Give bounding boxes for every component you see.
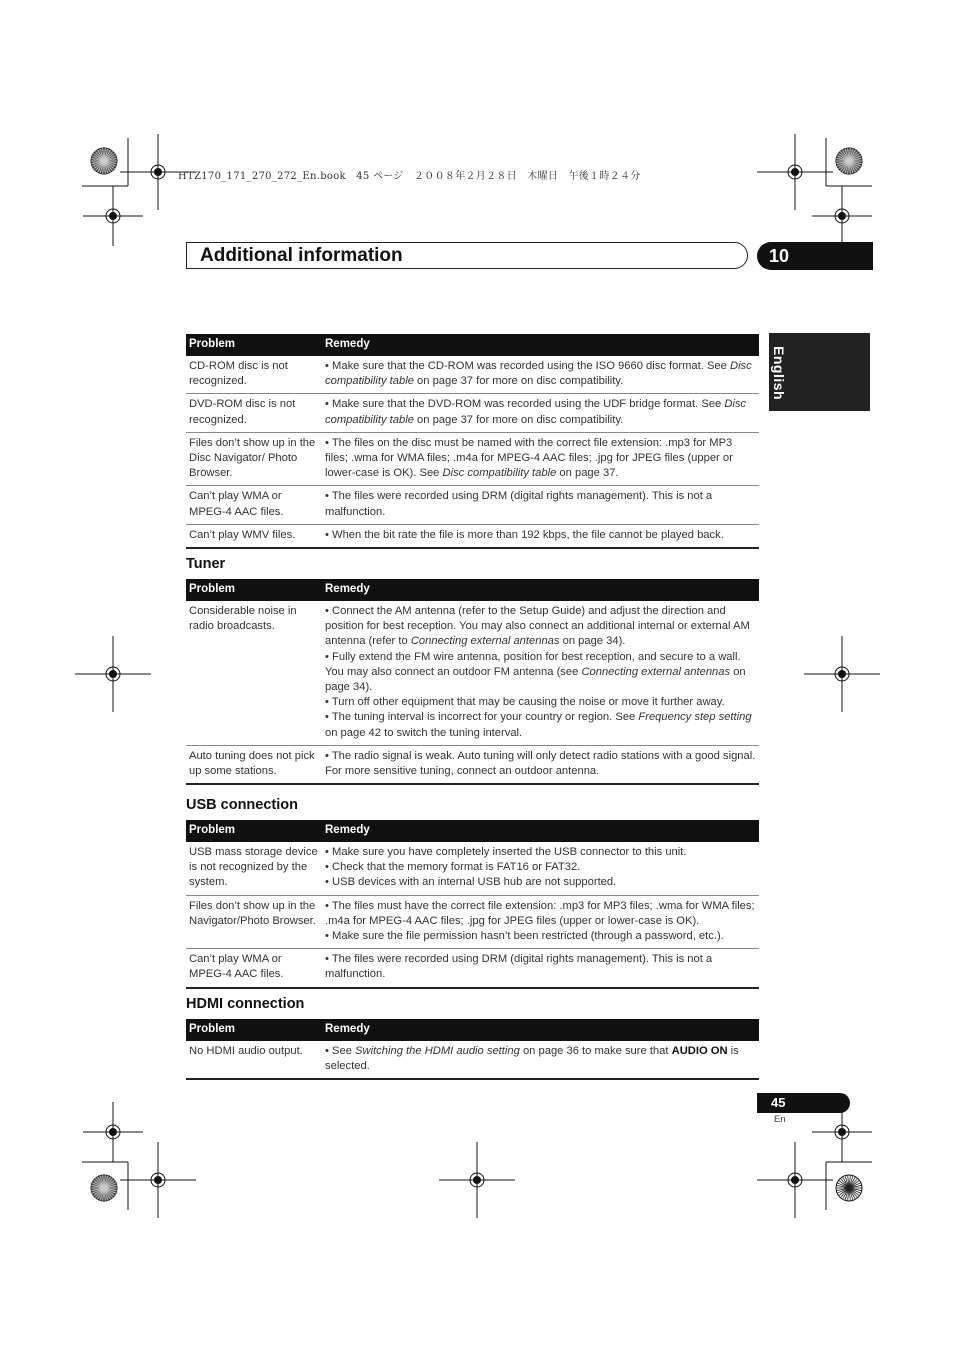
- remedy-item: [325, 359, 756, 389]
- remedy-item: [325, 604, 756, 650]
- page-language: En: [774, 1114, 786, 1125]
- problem-cell: Files don’t show up in the Navigator/Photo Browser.: [186, 895, 322, 949]
- registration-dot: [839, 671, 846, 678]
- remedy-text: • Connect the AM antenna (refer to the Setup Guide) and adjust the direction and position for best reception. You may also connect an additional internal or external AM antenna (refer to: [325, 605, 750, 648]
- column-header-problem: Problem: [186, 579, 322, 601]
- problem-cell: Considerable noise in radio broadcasts.: [186, 601, 322, 745]
- remedy-text: is selected.: [325, 1045, 739, 1073]
- remedy-text: on page 36 to make sure that: [519, 1045, 672, 1057]
- usb-troubleshooting-table: [186, 820, 759, 989]
- remedy-item: [325, 929, 756, 944]
- remedy-item: [325, 528, 756, 543]
- registration-dot: [110, 1129, 117, 1136]
- table-row: [186, 842, 759, 895]
- remedy-text: • Check that the memory format is FAT16 or FAT32.: [325, 861, 581, 874]
- remedy-text: • The tuning interval is incorrect for your country or region. See: [325, 711, 639, 724]
- column-header-problem: Problem: [186, 1019, 322, 1041]
- chapter-number: 10: [769, 246, 790, 266]
- remedy-item: [325, 875, 756, 890]
- print-header: HTZ170_171_270_272_En.book 45 ページ ２００８年２月２８日 木曜日 午後１時２４分: [178, 171, 641, 182]
- problem-cell: DVD-ROM disc is not recognized.: [186, 394, 322, 432]
- remedy-text: on page 34).: [559, 635, 626, 648]
- table-row: [186, 1041, 759, 1079]
- table-row: [186, 949, 759, 988]
- remedy-text: • Fully extend the FM wire antenna, position for best reception, and secure to a wall. You may also connect an outdoor FM antenna (see: [325, 650, 741, 678]
- registration-dot: [155, 1177, 162, 1184]
- section-title-tuner: Tuner: [186, 556, 226, 572]
- cross-reference: Disc compatibility table: [442, 467, 557, 480]
- problem-cell: Files don’t show up in the Disc Navigator/ Photo Browser.: [186, 432, 322, 486]
- remedy-item: [325, 695, 756, 710]
- remedy-cell: [322, 356, 759, 394]
- registration-dot: [110, 213, 117, 220]
- remedy-text: • Make sure that the DVD-ROM was recorded using the UDF bridge format. See: [325, 398, 725, 411]
- table-row: [186, 486, 759, 524]
- remedy-cell: [322, 949, 759, 988]
- table-row: [186, 356, 759, 394]
- problem-cell: Can’t play WMV files.: [186, 524, 322, 548]
- remedy-text: • The files must have the correct file extension: .mp3 for MP3 files; .wma for WMA files; .m4a for MPEG-4 AAC files; .jpg for JPEG files (upper or lower-case is OK).: [325, 899, 755, 927]
- remedy-text: on page 34).: [325, 665, 746, 694]
- remedy-cell: [322, 601, 759, 745]
- remedy-cell: [322, 895, 759, 949]
- table-row: [186, 394, 759, 432]
- disc-troubleshooting-table: [186, 334, 759, 549]
- hdmi-troubleshooting-table: [186, 1019, 759, 1080]
- problem-cell: USB mass storage device is not recognized by the system.: [186, 842, 322, 895]
- remedy-text: • The radio signal is weak. Auto tuning will only detect radio stations with a good signal. For more sensitive tuning, connect an outdoor antenna.: [325, 749, 756, 778]
- cross-reference: Connecting external antennas: [581, 665, 731, 678]
- table-row: [186, 745, 759, 784]
- problem-cell: Can’t play WMA or MPEG-4 AAC files.: [186, 486, 322, 524]
- remedy-text: on page 42 to switch the tuning interval.: [325, 726, 523, 739]
- remedy-item: [325, 710, 756, 740]
- remedy-item: [325, 749, 756, 779]
- page-number: 45: [771, 1095, 786, 1110]
- remedy-item: [325, 397, 756, 427]
- cross-reference: Disc compatibility table: [325, 360, 752, 388]
- registration-dot: [155, 169, 162, 176]
- cross-reference: Disc compatibility table: [325, 398, 747, 426]
- table-row: [186, 895, 759, 949]
- remedy-cell: [322, 1041, 759, 1079]
- remedy-item: [325, 860, 756, 875]
- remedy-item: [325, 1044, 756, 1074]
- remedy-text: • When the bit rate the file is more than 192 kbps, the file cannot be played back.: [325, 528, 724, 541]
- language-tab-label: English: [771, 346, 787, 401]
- setting-keyword: AUDIO ON: [671, 1045, 728, 1057]
- table-row: [186, 524, 759, 548]
- column-header-remedy: Remedy: [322, 334, 759, 356]
- remedy-text: • Make sure the file permission hasn’t been restricted (through a password, etc.).: [325, 930, 724, 943]
- remedy-cell: [322, 842, 759, 895]
- remedy-item: [325, 899, 756, 929]
- cross-reference: Switching the HDMI audio setting: [355, 1045, 520, 1057]
- remedy-cell: [322, 745, 759, 784]
- registration-dot: [110, 671, 117, 678]
- cross-reference: Frequency step setting: [638, 711, 752, 724]
- column-header-remedy: Remedy: [322, 1019, 759, 1041]
- remedy-item: [325, 845, 756, 860]
- remedy-cell: [322, 432, 759, 486]
- remedy-cell: [322, 524, 759, 548]
- remedy-item: [325, 650, 756, 696]
- column-header-problem: Problem: [186, 820, 322, 842]
- registration-dot: [474, 1177, 481, 1184]
- column-header-remedy: Remedy: [322, 579, 759, 601]
- remedy-cell: [322, 394, 759, 432]
- cross-reference: Connecting external antennas: [410, 635, 560, 648]
- remedy-item: [325, 436, 756, 482]
- remedy-text: • The files were recorded using DRM (digital rights management). This is not a malfunction.: [325, 953, 713, 981]
- page-title: Additional information: [200, 245, 403, 266]
- remedy-text: • Turn off other equipment that may be causing the noise or move it further away.: [325, 696, 725, 709]
- problem-cell: Can’t play WMA or MPEG-4 AAC files.: [186, 949, 322, 988]
- problem-cell: No HDMI audio output.: [186, 1041, 322, 1079]
- tuner-troubleshooting-table: [186, 579, 759, 785]
- problem-cell: Auto tuning does not pick up some stations.: [186, 745, 322, 784]
- registration-dot: [792, 169, 799, 176]
- column-header-problem: Problem: [186, 334, 322, 356]
- remedy-text: on page 37.: [556, 467, 619, 480]
- registration-dot: [839, 213, 846, 220]
- problem-cell: CD-ROM disc is not recognized.: [186, 356, 322, 394]
- remedy-text: • Make sure you have completely inserted the USB connector to this unit.: [325, 846, 687, 858]
- column-header-remedy: Remedy: [322, 820, 759, 842]
- table-row: [186, 601, 759, 745]
- remedy-text: • The files on the disc must be named with the correct file extension: .mp3 for MP3 files; .wma for WMA files; .m4a for MPEG-4 AAC files; .jpg for JPEG files (upper or lower-case is OK). See: [325, 436, 733, 480]
- remedy-text: • Make sure that the CD-ROM was recorded using the ISO 9660 disc format. See: [325, 360, 730, 372]
- remedy-text: on page 37 for more on disc compatibility.: [413, 413, 624, 426]
- remedy-cell: [322, 486, 759, 524]
- remedy-item: [325, 952, 756, 982]
- registration-dot: [792, 1177, 799, 1184]
- remedy-text: • USB devices with an internal USB hub are not supported.: [325, 876, 617, 889]
- remedy-text: • The files were recorded using DRM (digital rights management). This is not a malfunction.: [325, 490, 713, 518]
- section-title-hdmi: HDMI connection: [186, 996, 305, 1012]
- remedy-text: • See: [325, 1045, 356, 1057]
- table-row: [186, 432, 759, 486]
- registration-dot: [839, 1129, 846, 1136]
- remedy-text: on page 37 for more on disc compatibility.: [413, 375, 624, 388]
- remedy-item: [325, 489, 756, 519]
- section-title-usb: USB connection: [186, 797, 298, 813]
